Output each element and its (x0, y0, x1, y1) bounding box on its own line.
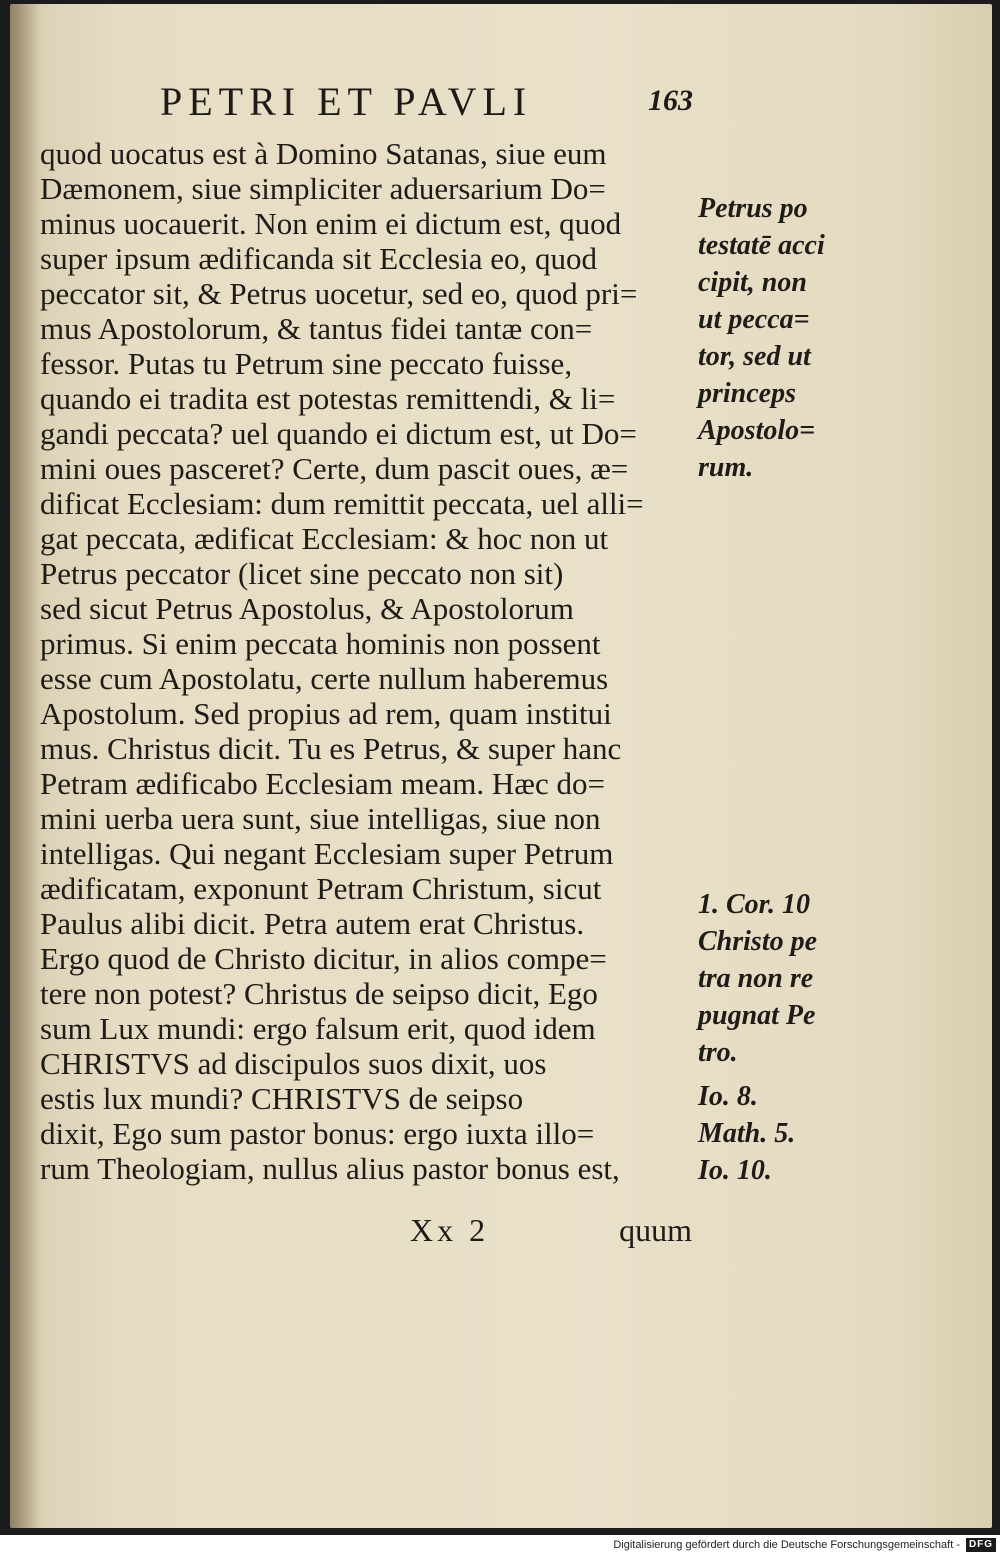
text-line: mini uerba uera sunt, siue intelligas, siue non (40, 801, 601, 836)
text-line: esse cum Apostolatu, certe nullum haberemus (40, 661, 609, 696)
marginal-line: Io. 8. (698, 1081, 758, 1112)
text-line: Ergo quod de Christo dicitur, in alios compe= (40, 941, 607, 976)
text-line: mini oues pasceret? Certe, dum pascit oues, æ= (40, 451, 629, 486)
page-number: 163 (648, 84, 693, 117)
marginal-line: ut pecca= (698, 304, 810, 335)
catch-line (40, 1212, 700, 1252)
marginal-line: cipit, non (698, 267, 807, 298)
text-line: rum Theologiam, nullus alius pastor bonus est, (40, 1151, 620, 1186)
marginal-line: princeps (698, 378, 796, 409)
text-line: ædificatam, exponunt Petram Christum, sicut (40, 871, 602, 906)
text-line: Petrus peccator (licet sine peccato non sit) (40, 556, 564, 591)
text-line: gandi peccata? uel quando ei dictum est, ut Do= (40, 416, 637, 451)
text-line: peccator sit, & Petrus uocetur, sed eo, quod pri= (40, 276, 638, 311)
text-line: quod uocatus est à Domino Satanas, siue eum (40, 136, 607, 171)
marginal-note-petrus (698, 190, 825, 486)
marginal-line: Petrus po (698, 193, 808, 224)
text-line: dificat Ecclesiam: dum remittit peccata, uel alli= (40, 486, 644, 521)
marginal-line: tro. (698, 1037, 738, 1068)
body-text (40, 136, 700, 1186)
text-line: tere non potest? Christus de seipso dicit, Ego (40, 976, 598, 1011)
text-line: fessor. Putas tu Petrum sine peccato fuisse, (40, 346, 573, 381)
text-line: intelligas. Qui negant Ecclesiam super Petrum (40, 836, 614, 871)
text-line: estis lux mundi? CHRISTVS de seipso (40, 1081, 524, 1116)
text-line: Dæmonem, siue simpliciter aduersarium Do= (40, 171, 606, 206)
text-line: gat peccata, ædificat Ecclesiam: & hoc non ut (40, 521, 609, 556)
text-line: Petram ædificabo Ecclesiam meam. Hæc do= (40, 766, 605, 801)
marginal-line: Io. 10. (698, 1155, 772, 1186)
marginal-line: pugnat Pe (698, 1000, 816, 1031)
text-line: Paulus alibi dicit. Petra autem erat Christus. (40, 906, 585, 941)
running-head: PETRI ET PAVLI (160, 79, 533, 124)
text-line: super ipsum ædificanda sit Ecclesia eo, quod (40, 241, 598, 276)
text-line: sed sicut Petrus Apostolus, & Apostolorum (40, 591, 574, 626)
text-line: Apostolum. Sed propius ad rem, quam institui (40, 696, 612, 731)
marginal-line: tor, sed ut (698, 341, 811, 372)
marginal-note-corinthians (698, 886, 817, 1071)
signature-mark: Xx 2 (410, 1212, 490, 1248)
marginal-line: tra non re (698, 963, 814, 994)
text-line: mus Apostolorum, & tantus fidei tantæ con= (40, 311, 593, 346)
text-line: CHRISTVS ad discipulos suos dixit, uos (40, 1046, 547, 1081)
catchword: quum (619, 1212, 692, 1248)
marginal-line: testatē acci (698, 230, 825, 261)
marginal-line: Math. 5. (698, 1118, 796, 1149)
funding-credit: Digitalisierung gefördert durch die Deutsche Forschungsgemeinschaft - (613, 1539, 960, 1551)
text-line: primus. Si enim peccata hominis non possent (40, 626, 601, 661)
text-line: dixit, Ego sum pastor bonus: ergo iuxta illo= (40, 1116, 595, 1151)
text-line: mus. Christus dicit. Tu es Petrus, & super hanc (40, 731, 622, 766)
marginal-line: rum. (698, 452, 754, 483)
text-line: sum Lux mundi: ergo falsum erit, quod idem (40, 1011, 596, 1046)
marginal-line: Christo pe (698, 926, 818, 957)
marginal-line: Apostolo= (698, 415, 816, 446)
marginal-line: 1. Cor. 10 (698, 889, 811, 920)
text-line: minus uocauerit. Non enim ei dictum est, quod (40, 206, 622, 241)
page-gutter-shadow (10, 4, 40, 1528)
dfg-logo: DFG (966, 1538, 996, 1552)
text-line: quando ei tradita est potestas remittendi, & li= (40, 381, 616, 416)
marginal-note-references (698, 1078, 795, 1189)
